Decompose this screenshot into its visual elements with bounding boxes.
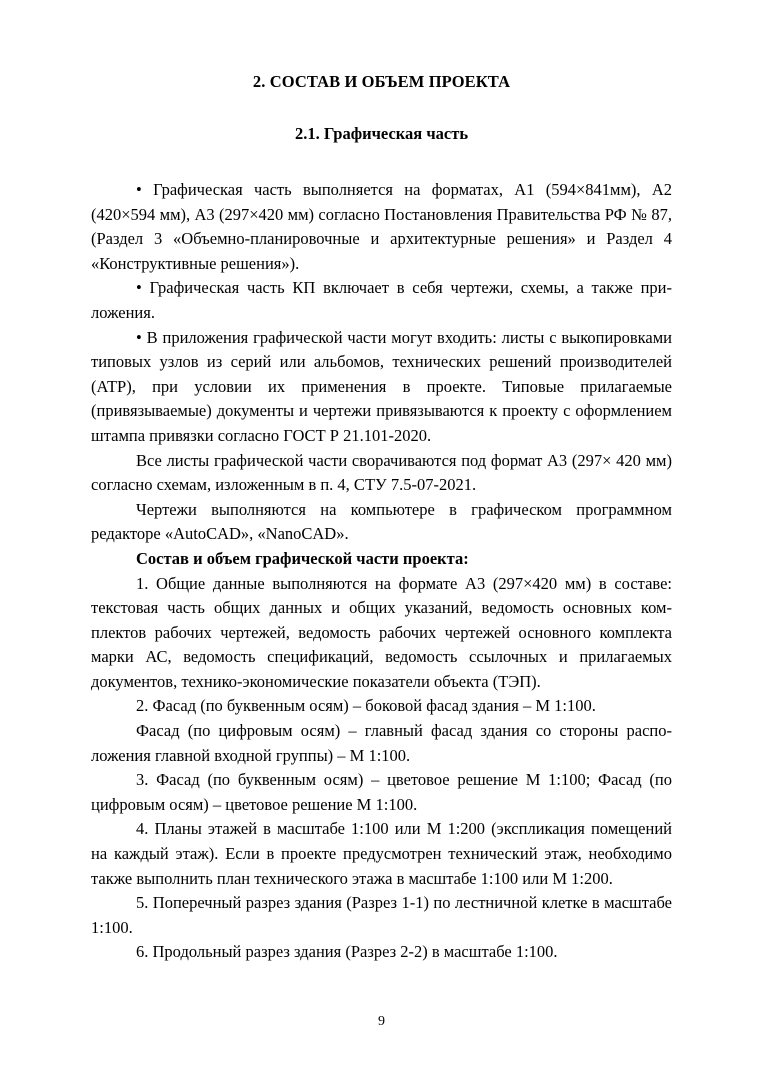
paragraph-software: Чертежи выполняются на компьютере в графическом программном редакторе «AutoCAD», «NanoCAD». (91, 499, 672, 544)
list-item-facade-number-axes: Фасад (по цифровым осям) – главный фасад здания со стороны расположения главной входной группы) – М 1:100. (91, 721, 672, 765)
subsection-heading: 2.1. Графическая часть (294, 124, 469, 143)
list-item-general-data: 1. Общие данные выполняются на формате А3 (297×420 мм) в составе: текстовая часть общих данных и общих указаний, ведомость основных комплектов рабочих чертежей, ведомость рабочих чертежей основного комплекта марки АС, ведомость спецификаций, ведомость ссылочных и прилагаемых документов, технико-экономические показатели объекта (ТЭП). (91, 573, 672, 691)
section-heading: 2. СОСТАВ И ОБЪЕМ ПРОЕКТА (252, 72, 511, 91)
body-text (91, 178, 672, 965)
paragraph-composition-heading: Состав и объем графической части проекта: (136, 548, 469, 568)
paragraph-contents: • Графическая часть КП включает в себя чертежи, схемы, а также приложения. (91, 278, 672, 322)
paragraph-formats: • Графическая часть выполняется на форматах, А1 (594×841мм), А2 (420×594 мм), А3 (297×420 мм) согласно Постановления Правительства РФ № 87, (Раздел 3 «Объемно-планировочные и архитектурные решения» и Раздел 4 «Конструктивные решения»). (91, 180, 672, 273)
list-item-facade-color: 3. Фасад (по буквенным осям) – цветовое решение М 1:100; Фасад (по цифровым осям) – цветовое решение М 1:100. (91, 770, 672, 814)
list-item-longitudinal-section: 6. Продольный разрез здания (Разрез 2-2) в масштабе 1:100. (136, 942, 558, 962)
list-item-facade-letter-axes: 2. Фасад (по буквенным осям) – боковой фасад здания – М 1:100. (136, 696, 596, 716)
list-item-cross-section: 5. Поперечный разрез здания (Разрез 1-1) по лестничной клетке в масштабе 1:100. (91, 893, 672, 937)
paragraph-appendices: • В приложения графической части могут входить: листы с выкопировками типовых узлов из серий или альбомов, технических решений производителей (АТР), при условии их применения в проекте. Типовые прилагаемые (привязываемые) документы и чертежи привязываются к проекту с оформлением штампа привязки согласно ГОСТ Р 21.101-2020. (91, 327, 672, 445)
page-number: 9 (378, 1014, 385, 1029)
paragraph-folding: Все листы графической части сворачиваются под формат А3 (297× 420 мм) согласно схемам, изложенным в п. 4, СТУ 7.5-07-2021. (91, 450, 672, 495)
list-item-floor-plans: 4. Планы этажей в масштабе 1:100 или М 1:200 (экспликация помещений на каждый этаж). Если в проекте предусмотрен технический этаж, необходимо также выполнить план технического этажа в масштабе 1:100 или М 1:200. (91, 819, 672, 888)
